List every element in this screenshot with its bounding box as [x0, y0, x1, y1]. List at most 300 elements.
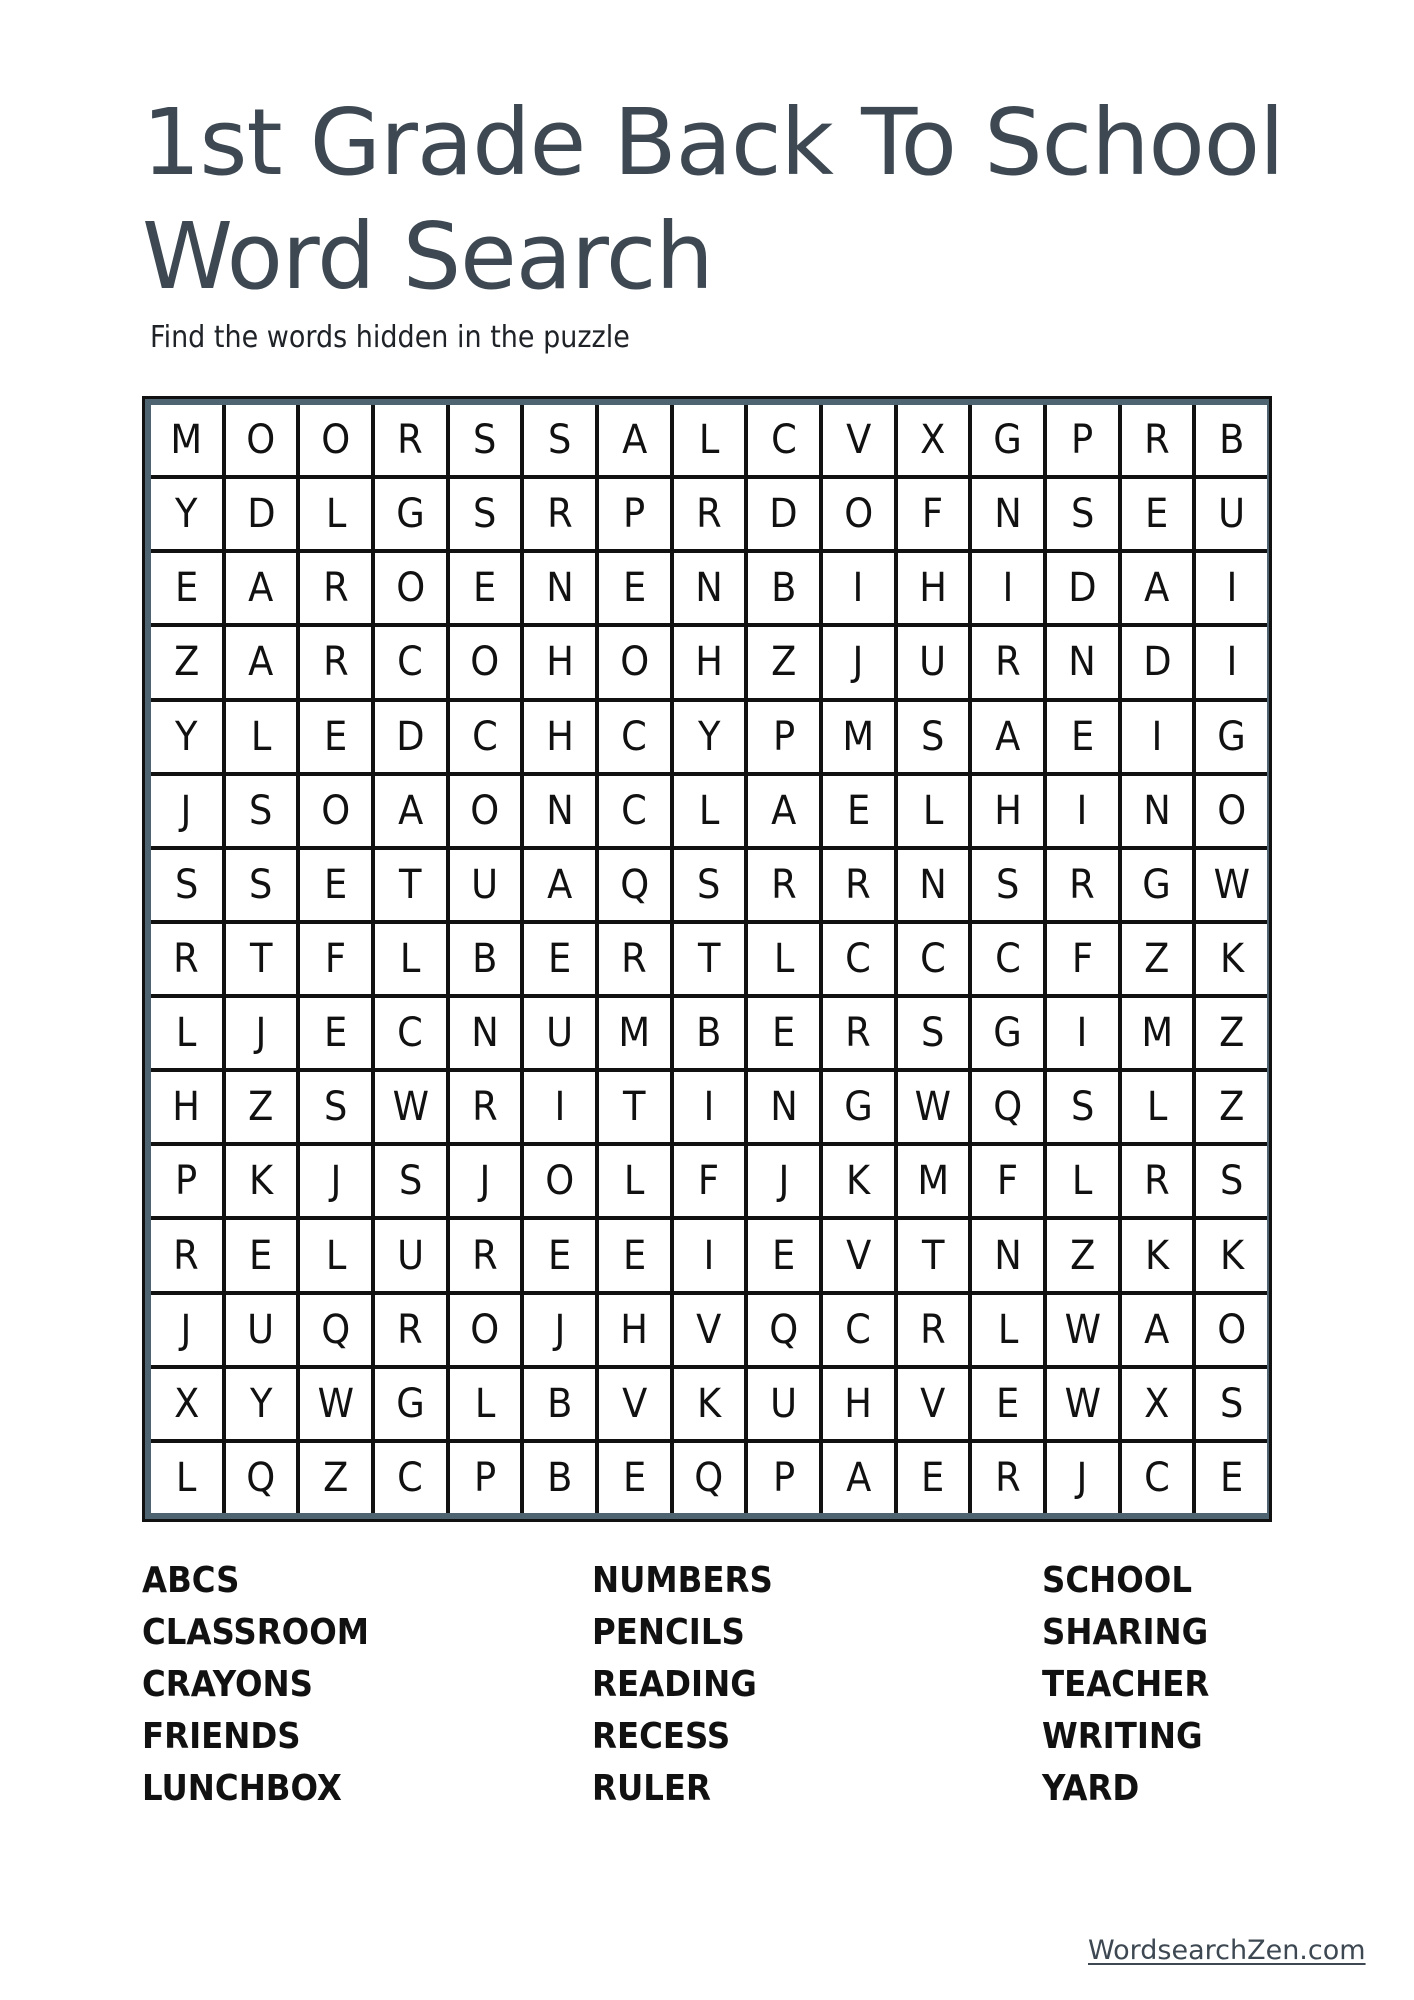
grid-letter: C: [472, 713, 498, 760]
grid-cell[interactable]: [823, 1146, 894, 1216]
grid-cell[interactable]: [898, 924, 969, 994]
grid-letter: S: [995, 861, 1020, 908]
grid-cell[interactable]: [1196, 1369, 1267, 1439]
grid-cell[interactable]: [300, 405, 371, 475]
grid-cell[interactable]: [226, 1369, 297, 1439]
grid-cell[interactable]: [1196, 998, 1267, 1068]
grid-letter: C: [994, 935, 1021, 982]
grid-cell[interactable]: [599, 1295, 670, 1365]
grid-cell[interactable]: [300, 924, 371, 994]
grid-letter: Q: [619, 861, 649, 908]
grid-cell[interactable]: [151, 405, 222, 475]
grid-cell[interactable]: [898, 1146, 969, 1216]
grid-cell[interactable]: [748, 627, 819, 697]
grid-cell[interactable]: [1196, 1072, 1267, 1142]
grid-cell[interactable]: [1122, 1072, 1193, 1142]
grid-cell[interactable]: [524, 924, 595, 994]
grid-letter: R: [994, 1454, 1021, 1501]
grid-cell[interactable]: [300, 553, 371, 623]
grid-cell[interactable]: [300, 776, 371, 846]
grid-cell[interactable]: [226, 1146, 297, 1216]
grid-cell[interactable]: [450, 1295, 521, 1365]
grid-cell[interactable]: [674, 1220, 745, 1290]
grid-cell[interactable]: [823, 702, 894, 772]
grid-cell[interactable]: [1196, 776, 1267, 846]
grid-letter: I: [1151, 713, 1163, 760]
grid-cell[interactable]: [674, 1369, 745, 1439]
grid-cell[interactable]: [151, 776, 222, 846]
grid-cell[interactable]: [450, 1443, 521, 1513]
grid-cell[interactable]: [450, 850, 521, 920]
grid-cell[interactable]: [1047, 553, 1118, 623]
grid-cell[interactable]: [674, 998, 745, 1068]
grid-cell[interactable]: [1196, 924, 1267, 994]
grid-letter: O: [545, 1158, 575, 1205]
grid-letter: S: [323, 1084, 348, 1131]
grid-cell[interactable]: [524, 405, 595, 475]
grid-letter: H: [172, 1084, 201, 1131]
grid-cell[interactable]: [1122, 553, 1193, 623]
grid-letter: B: [771, 565, 797, 612]
grid-cell[interactable]: [748, 776, 819, 846]
grid-cell[interactable]: [674, 1295, 745, 1365]
grid-letter: E: [622, 565, 646, 612]
grid-cell[interactable]: [226, 850, 297, 920]
grid-cell[interactable]: [1122, 924, 1193, 994]
grid-cell[interactable]: [524, 1443, 595, 1513]
grid-cell[interactable]: [1196, 1295, 1267, 1365]
grid-cell[interactable]: [748, 1443, 819, 1513]
grid-letter: N: [545, 787, 574, 834]
grid-letter: N: [993, 1232, 1022, 1279]
grid-cell[interactable]: [972, 776, 1043, 846]
grid-cell[interactable]: [1122, 479, 1193, 549]
grid-cell[interactable]: [1047, 850, 1118, 920]
grid-cell[interactable]: [972, 405, 1043, 475]
grid-cell[interactable]: [748, 924, 819, 994]
grid-cell[interactable]: [226, 776, 297, 846]
grid-cell[interactable]: [524, 1295, 595, 1365]
grid-cell[interactable]: [823, 1443, 894, 1513]
grid-cell[interactable]: [599, 1146, 670, 1216]
word-list-item: READING: [592, 1664, 757, 1705]
grid-cell[interactable]: [1196, 553, 1267, 623]
grid-cell[interactable]: [748, 702, 819, 772]
grid-letter: E: [324, 861, 348, 908]
grid-cell[interactable]: [1047, 479, 1118, 549]
grid-cell[interactable]: [748, 1369, 819, 1439]
grid-letter: E: [622, 1454, 646, 1501]
grid-cell[interactable]: [1122, 1295, 1193, 1365]
word-list-item: NUMBERS: [592, 1560, 773, 1601]
grid-cell[interactable]: [524, 1220, 595, 1290]
grid-letter: R: [696, 491, 722, 538]
grid-cell[interactable]: [151, 998, 222, 1068]
grid-cell[interactable]: [375, 1295, 446, 1365]
grid-letter: T: [623, 1084, 646, 1131]
grid-letter: I: [554, 1084, 566, 1131]
wordsearchzen-link[interactable]: WordsearchZen.com: [1088, 1935, 1366, 1966]
grid-cell[interactable]: [823, 553, 894, 623]
grid-cell[interactable]: [1047, 627, 1118, 697]
grid-cell[interactable]: [524, 1072, 595, 1142]
grid-cell[interactable]: [1047, 1072, 1118, 1142]
grid-cell[interactable]: [450, 998, 521, 1068]
grid-cell[interactable]: [1047, 1146, 1118, 1216]
grid-letter: B: [472, 935, 498, 982]
grid-cell[interactable]: [450, 1146, 521, 1216]
grid-cell[interactable]: [1196, 1443, 1267, 1513]
grid-cell[interactable]: [450, 405, 521, 475]
grid-cell[interactable]: [1122, 405, 1193, 475]
grid-cell[interactable]: [1047, 405, 1118, 475]
grid-cell[interactable]: [674, 405, 745, 475]
grid-cell[interactable]: [524, 627, 595, 697]
grid-cell[interactable]: [375, 850, 446, 920]
grid-cell[interactable]: [375, 776, 446, 846]
grid-cell[interactable]: [823, 924, 894, 994]
grid-cell[interactable]: [300, 1443, 371, 1513]
grid-cell[interactable]: [599, 776, 670, 846]
grid-cell[interactable]: [226, 479, 297, 549]
grid-cell[interactable]: [226, 405, 297, 475]
grid-cell[interactable]: [1196, 1220, 1267, 1290]
grid-letter: I: [852, 565, 864, 612]
grid-cell[interactable]: [1122, 1220, 1193, 1290]
grid-cell[interactable]: [450, 1072, 521, 1142]
puzzle-grid-frame: [142, 396, 1272, 1522]
grid-cell[interactable]: [898, 776, 969, 846]
grid-letter: S: [1070, 1084, 1094, 1131]
grid-cell[interactable]: [524, 702, 595, 772]
grid-cell[interactable]: [226, 924, 297, 994]
grid-cell[interactable]: [450, 924, 521, 994]
grid-cell[interactable]: [748, 998, 819, 1068]
grid-cell[interactable]: [674, 924, 745, 994]
grid-letter: R: [173, 1232, 200, 1279]
grid-cell[interactable]: [300, 1295, 371, 1365]
grid-cell[interactable]: [972, 627, 1043, 697]
grid-cell[interactable]: [748, 1072, 819, 1142]
grid-cell[interactable]: [450, 627, 521, 697]
grid-cell[interactable]: [226, 1443, 297, 1513]
grid-letter: M: [170, 417, 203, 464]
grid-cell[interactable]: [1196, 702, 1267, 772]
grid-cell[interactable]: [300, 627, 371, 697]
grid-cell[interactable]: [375, 553, 446, 623]
grid-cell[interactable]: [898, 1369, 969, 1439]
grid-cell[interactable]: [1047, 1295, 1118, 1365]
grid-cell[interactable]: [599, 405, 670, 475]
puzzle-grid: [151, 405, 1267, 1513]
grid-cell[interactable]: [599, 702, 670, 772]
grid-cell[interactable]: [1122, 776, 1193, 846]
grid-cell[interactable]: [1047, 702, 1118, 772]
grid-letter: L: [325, 491, 346, 538]
grid-cell[interactable]: [524, 776, 595, 846]
grid-cell[interactable]: [599, 850, 670, 920]
grid-letter: U: [546, 1010, 574, 1057]
grid-cell[interactable]: [226, 1220, 297, 1290]
grid-cell[interactable]: [898, 850, 969, 920]
grid-cell[interactable]: [674, 776, 745, 846]
grid-cell[interactable]: [1047, 1220, 1118, 1290]
word-list-item: ABCS: [142, 1560, 240, 1601]
grid-letter: O: [843, 491, 873, 538]
word-list-item: RECESS: [592, 1716, 731, 1757]
grid-cell[interactable]: [1196, 1146, 1267, 1216]
grid-letter: S: [547, 417, 572, 464]
grid-cell[interactable]: [1196, 479, 1267, 549]
grid-cell[interactable]: [599, 998, 670, 1068]
grid-letter: U: [471, 861, 499, 908]
grid-cell[interactable]: [823, 776, 894, 846]
grid-cell[interactable]: [450, 553, 521, 623]
grid-cell[interactable]: [450, 479, 521, 549]
grid-cell[interactable]: [151, 1146, 222, 1216]
grid-cell[interactable]: [151, 1072, 222, 1142]
grid-cell[interactable]: [524, 479, 595, 549]
grid-cell[interactable]: [823, 1369, 894, 1439]
grid-letter: U: [396, 1232, 424, 1279]
grid-cell[interactable]: [599, 1072, 670, 1142]
grid-cell[interactable]: [524, 998, 595, 1068]
grid-cell[interactable]: [375, 1369, 446, 1439]
grid-cell[interactable]: [674, 553, 745, 623]
grid-cell[interactable]: [748, 405, 819, 475]
grid-cell[interactable]: [226, 998, 297, 1068]
grid-letter: J: [479, 1158, 491, 1205]
grid-letter: R: [472, 1232, 498, 1279]
grid-cell[interactable]: [300, 1146, 371, 1216]
grid-cell[interactable]: [226, 1072, 297, 1142]
grid-cell[interactable]: [674, 702, 745, 772]
grid-cell[interactable]: [1122, 998, 1193, 1068]
grid-cell[interactable]: [748, 1146, 819, 1216]
grid-cell[interactable]: [151, 1295, 222, 1365]
grid-cell[interactable]: [748, 850, 819, 920]
grid-cell[interactable]: [823, 850, 894, 920]
grid-cell[interactable]: [972, 924, 1043, 994]
grid-cell[interactable]: [450, 776, 521, 846]
grid-cell[interactable]: [748, 1295, 819, 1365]
grid-cell[interactable]: [972, 702, 1043, 772]
grid-cell[interactable]: [375, 924, 446, 994]
grid-cell[interactable]: [375, 702, 446, 772]
grid-cell[interactable]: [823, 405, 894, 475]
grid-cell[interactable]: [151, 1369, 222, 1439]
grid-letter: N: [919, 861, 947, 908]
grid-letter: Z: [323, 1454, 349, 1501]
grid-cell[interactable]: [599, 627, 670, 697]
grid-cell[interactable]: [972, 1369, 1043, 1439]
grid-cell[interactable]: [300, 1220, 371, 1290]
grid-cell[interactable]: [972, 479, 1043, 549]
grid-letter: I: [1226, 639, 1238, 686]
grid-cell[interactable]: [898, 1443, 969, 1513]
word-list-column: [1042, 1555, 1282, 1815]
grid-cell[interactable]: [898, 553, 969, 623]
grid-cell[interactable]: [674, 850, 745, 920]
grid-cell[interactable]: [524, 1369, 595, 1439]
grid-letter: L: [400, 935, 421, 982]
grid-cell[interactable]: [748, 1220, 819, 1290]
grid-cell[interactable]: [898, 1220, 969, 1290]
grid-cell[interactable]: [1122, 850, 1193, 920]
grid-letter: F: [997, 1158, 1019, 1205]
grid-cell[interactable]: [674, 627, 745, 697]
grid-letter: F: [698, 1158, 720, 1205]
grid-cell[interactable]: [972, 998, 1043, 1068]
grid-cell[interactable]: [823, 1220, 894, 1290]
grid-letter: D: [246, 491, 276, 538]
grid-letter: O: [619, 639, 649, 686]
grid-letter: E: [1070, 713, 1094, 760]
grid-cell[interactable]: [898, 627, 969, 697]
grid-cell[interactable]: [300, 998, 371, 1068]
grid-cell[interactable]: [450, 1220, 521, 1290]
grid-cell[interactable]: [226, 702, 297, 772]
grid-cell[interactable]: [823, 1072, 894, 1142]
grid-cell[interactable]: [599, 924, 670, 994]
grid-cell[interactable]: [1122, 1369, 1193, 1439]
grid-letter: R: [1144, 1158, 1170, 1205]
grid-cell[interactable]: [898, 1295, 969, 1365]
grid-cell[interactable]: [599, 479, 670, 549]
grid-cell[interactable]: [1122, 702, 1193, 772]
grid-letter: C: [845, 935, 872, 982]
grid-cell[interactable]: [375, 1220, 446, 1290]
grid-letter: N: [993, 491, 1022, 538]
grid-letter: R: [322, 639, 349, 686]
grid-cell[interactable]: [972, 1443, 1043, 1513]
grid-cell[interactable]: [1196, 405, 1267, 475]
grid-cell[interactable]: [1047, 1443, 1118, 1513]
grid-cell[interactable]: [674, 1146, 745, 1216]
grid-cell[interactable]: [972, 553, 1043, 623]
grid-letter: E: [548, 935, 572, 982]
grid-cell[interactable]: [823, 627, 894, 697]
grid-cell[interactable]: [674, 1072, 745, 1142]
grid-cell[interactable]: [226, 553, 297, 623]
grid-cell[interactable]: [375, 1072, 446, 1142]
grid-letter: G: [844, 1084, 873, 1131]
grid-letter: X: [920, 417, 946, 464]
grid-cell[interactable]: [375, 1146, 446, 1216]
grid-cell[interactable]: [450, 702, 521, 772]
grid-cell[interactable]: [151, 1220, 222, 1290]
grid-cell[interactable]: [226, 1295, 297, 1365]
grid-cell[interactable]: [375, 405, 446, 475]
title-line-1: 1st Grade Back To School: [142, 89, 1284, 196]
grid-cell[interactable]: [151, 479, 222, 549]
grid-letter: L: [624, 1158, 645, 1205]
grid-cell[interactable]: [823, 479, 894, 549]
grid-cell[interactable]: [898, 1072, 969, 1142]
grid-cell[interactable]: [972, 850, 1043, 920]
grid-cell[interactable]: [1047, 998, 1118, 1068]
grid-cell[interactable]: [599, 553, 670, 623]
grid-letter: A: [771, 787, 797, 834]
grid-cell[interactable]: [375, 998, 446, 1068]
grid-cell[interactable]: [898, 405, 969, 475]
grid-cell[interactable]: [375, 627, 446, 697]
grid-cell[interactable]: [674, 479, 745, 549]
grid-cell[interactable]: [599, 1369, 670, 1439]
grid-cell[interactable]: [375, 479, 446, 549]
grid-letter: E: [249, 1232, 273, 1279]
grid-letter: A: [621, 417, 647, 464]
grid-letter: E: [1145, 491, 1169, 538]
grid-cell[interactable]: [823, 1295, 894, 1365]
grid-cell[interactable]: [300, 1072, 371, 1142]
grid-letter: U: [247, 1306, 275, 1353]
grid-cell[interactable]: [524, 850, 595, 920]
grid-letter: O: [1217, 787, 1247, 834]
grid-cell[interactable]: [151, 553, 222, 623]
grid-cell[interactable]: [151, 924, 222, 994]
grid-letter: Q: [694, 1454, 724, 1501]
grid-letter: P: [175, 1158, 198, 1205]
grid-cell[interactable]: [1047, 924, 1118, 994]
grid-cell[interactable]: [151, 627, 222, 697]
grid-letter: B: [696, 1010, 722, 1057]
grid-cell[interactable]: [1047, 776, 1118, 846]
grid-cell[interactable]: [1122, 1443, 1193, 1513]
grid-cell[interactable]: [972, 1146, 1043, 1216]
grid-cell[interactable]: [300, 702, 371, 772]
grid-cell[interactable]: [898, 702, 969, 772]
grid-cell[interactable]: [898, 479, 969, 549]
grid-letter: E: [1220, 1454, 1244, 1501]
grid-cell[interactable]: [1196, 850, 1267, 920]
grid-cell[interactable]: [1122, 627, 1193, 697]
grid-letter: L: [176, 1010, 197, 1057]
grid-letter: K: [846, 1158, 871, 1205]
grid-cell[interactable]: [375, 1443, 446, 1513]
grid-cell[interactable]: [151, 1443, 222, 1513]
grid-cell[interactable]: [524, 553, 595, 623]
word-list-item: WRITING: [1042, 1716, 1203, 1757]
grid-cell[interactable]: [524, 1146, 595, 1216]
grid-cell[interactable]: [1122, 1146, 1193, 1216]
grid-cell[interactable]: [674, 1443, 745, 1513]
grid-cell[interactable]: [972, 1072, 1043, 1142]
grid-letter: E: [772, 1010, 796, 1057]
grid-letter: O: [470, 1306, 500, 1353]
grid-cell[interactable]: [972, 1295, 1043, 1365]
grid-cell[interactable]: [300, 479, 371, 549]
grid-letter: Q: [769, 1306, 799, 1353]
grid-cell[interactable]: [599, 1443, 670, 1513]
grid-cell[interactable]: [226, 627, 297, 697]
grid-cell[interactable]: [599, 1220, 670, 1290]
grid-cell[interactable]: [1047, 1369, 1118, 1439]
grid-cell[interactable]: [300, 850, 371, 920]
grid-cell[interactable]: [748, 479, 819, 549]
grid-cell[interactable]: [151, 702, 222, 772]
grid-cell[interactable]: [823, 998, 894, 1068]
grid-cell[interactable]: [300, 1369, 371, 1439]
grid-cell[interactable]: [151, 850, 222, 920]
grid-cell[interactable]: [450, 1369, 521, 1439]
grid-letter: L: [997, 1306, 1018, 1353]
grid-cell[interactable]: [748, 553, 819, 623]
grid-cell[interactable]: [972, 1220, 1043, 1290]
grid-cell[interactable]: [898, 998, 969, 1068]
grid-letter: W: [392, 1084, 429, 1131]
grid-cell[interactable]: [1196, 627, 1267, 697]
